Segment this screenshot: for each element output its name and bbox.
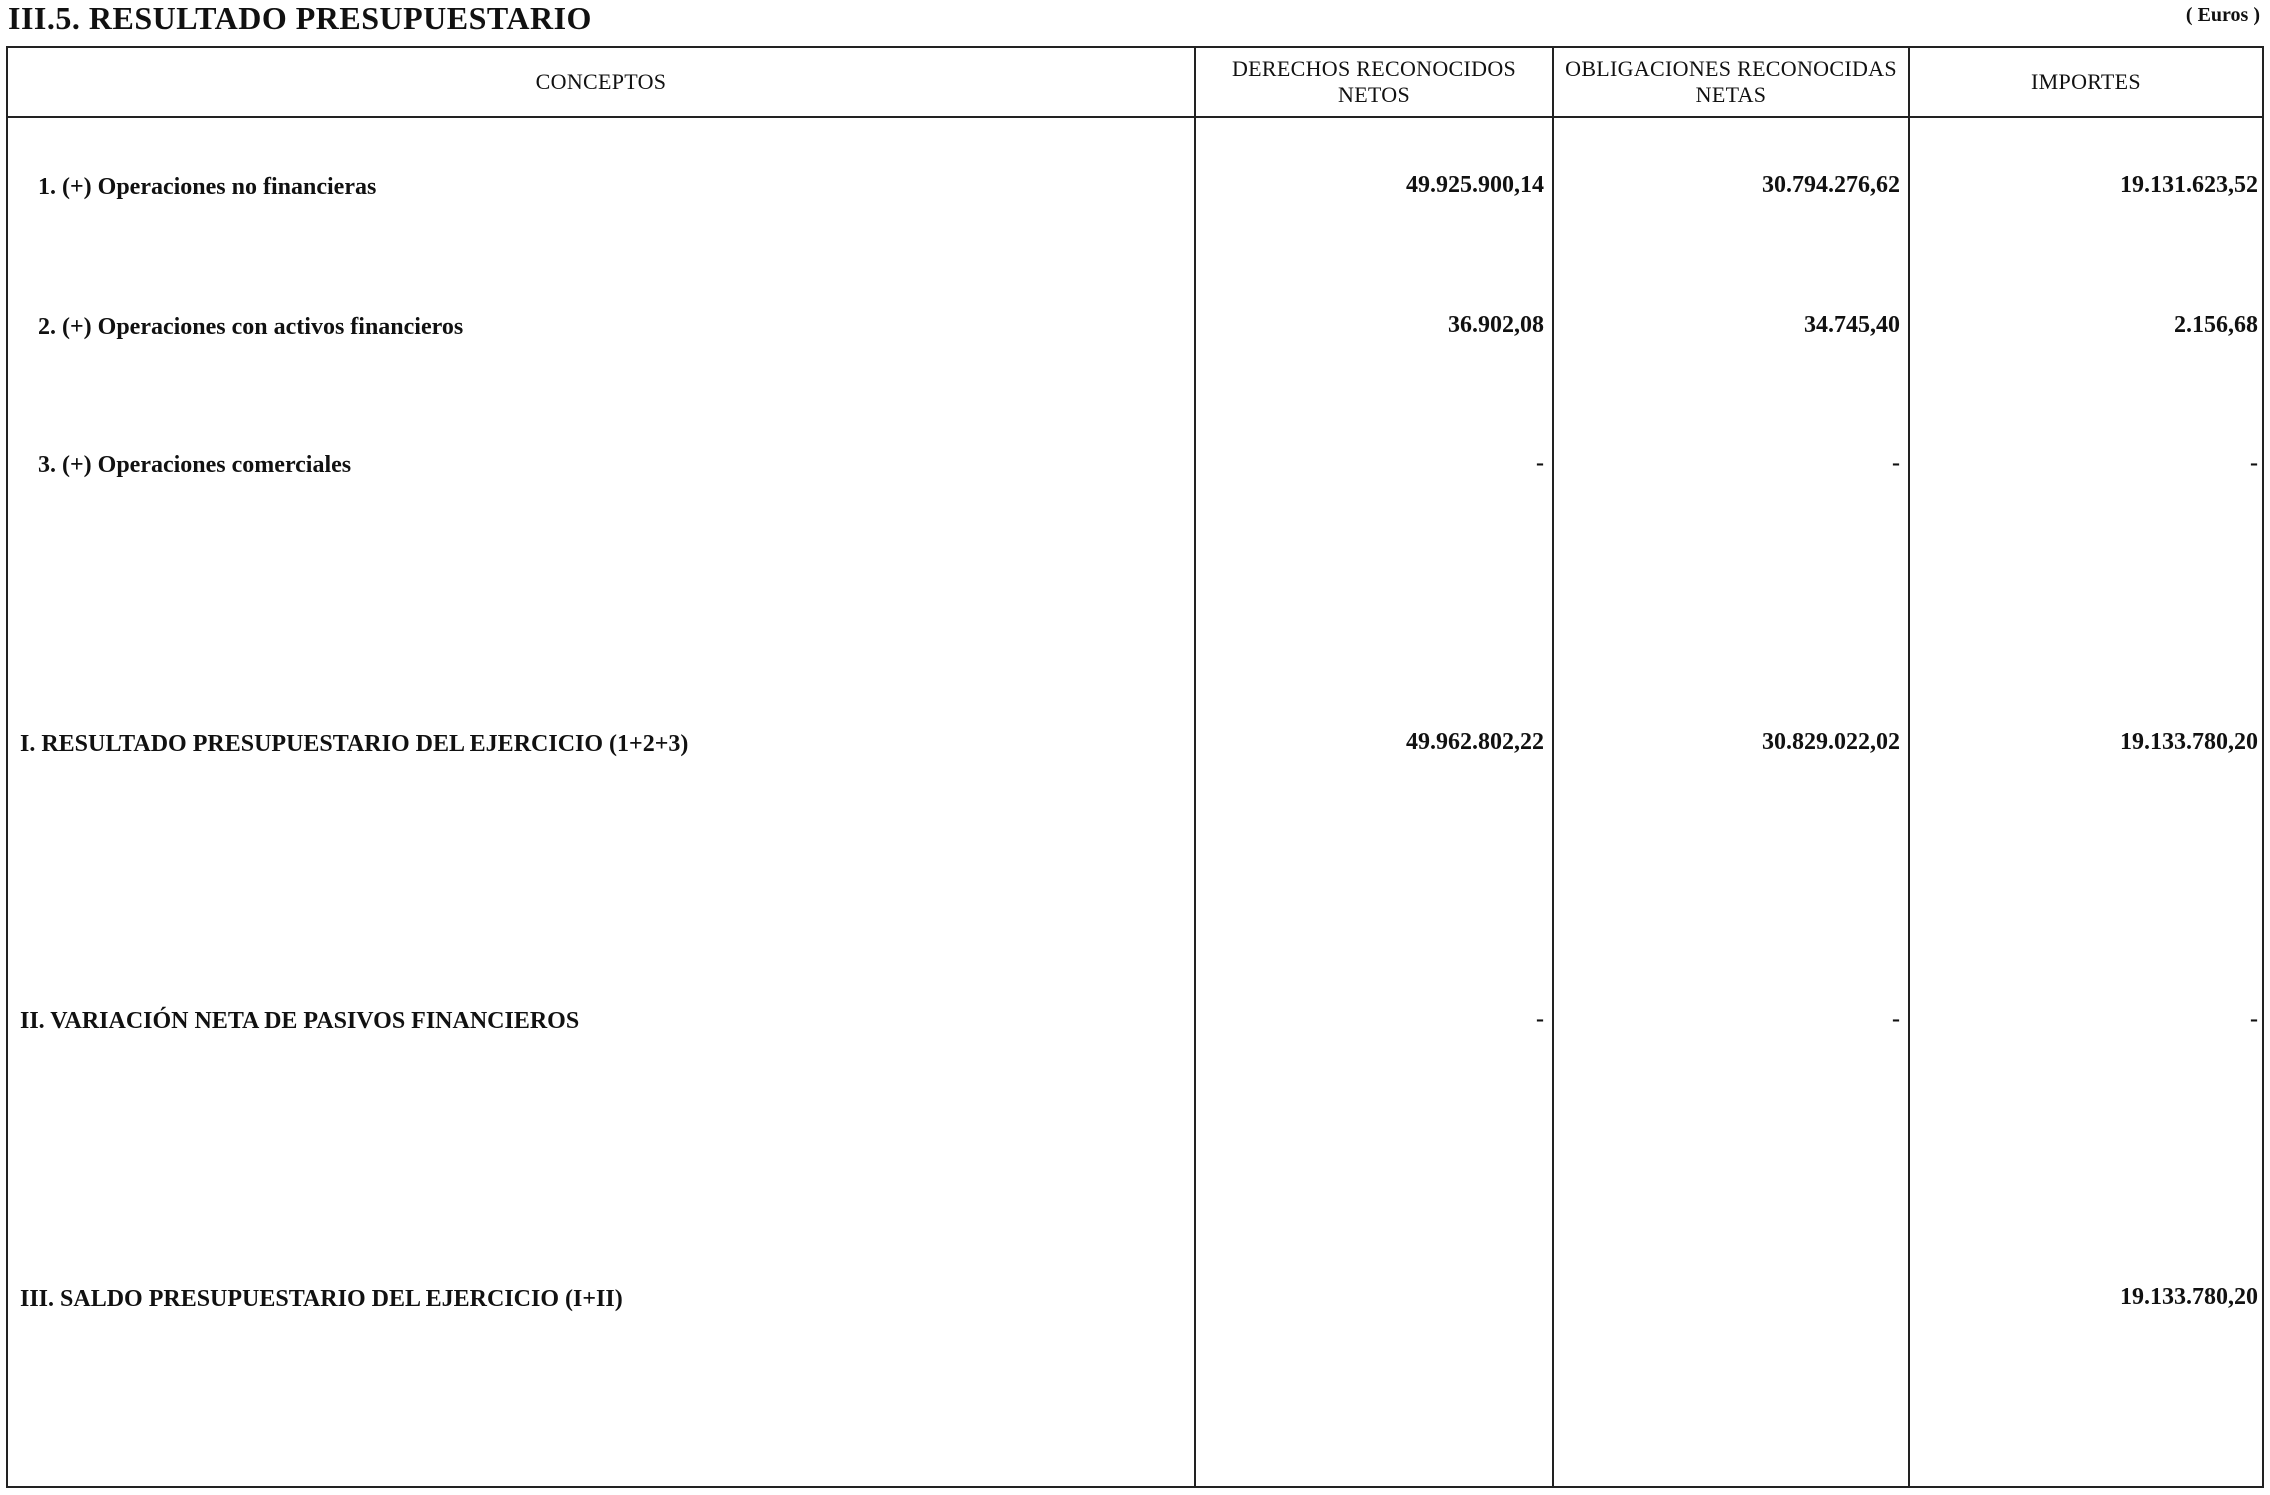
row-value-derechos: 36.902,08: [1448, 312, 1544, 338]
row-value-importes: 19.133.780,20: [2120, 1284, 2258, 1310]
row-label-variacion-pasivos: II. VARIACIÓN NETA DE PASIVOS FINANCIEROS: [20, 1008, 580, 1034]
header-importes: IMPORTES: [2031, 69, 2141, 94]
row-value-obligaciones: -: [1892, 1006, 1900, 1032]
row-label-resultado-presupuestario: I. RESULTADO PRESUPUESTARIO DEL EJERCICIO (1+2+3): [20, 731, 689, 757]
header-separator: [6, 116, 2264, 118]
row-value-derechos: 49.962.802,22: [1406, 729, 1544, 755]
row-value-derechos: -: [1536, 450, 1544, 476]
header-obligaciones: OBLIGACIONES RECONOCIDAS NETAS: [1565, 56, 1897, 107]
row-value-importes: 19.131.623,52: [2120, 172, 2258, 198]
row-label-saldo-presupuestario: III. SALDO PRESUPUESTARIO DEL EJERCICIO (I+II): [20, 1286, 623, 1312]
row-value-derechos: -: [1536, 1006, 1544, 1032]
budget-table-frame: [6, 46, 2264, 1488]
column-divider: [1552, 46, 1554, 1488]
row-label-operaciones-activos-financieros: 2. (+) Operaciones con activos financieros: [38, 314, 464, 340]
row-value-importes: 2.156,68: [2174, 312, 2258, 338]
page-title: III.5. RESULTADO PRESUPUESTARIO: [8, 0, 592, 36]
header-conceptos: CONCEPTOS: [535, 69, 667, 94]
row-value-obligaciones: 30.829.022,02: [1762, 729, 1900, 755]
row-value-importes: -: [2250, 450, 2258, 476]
row-value-importes: 19.133.780,20: [2120, 729, 2258, 755]
row-value-importes: -: [2250, 1006, 2258, 1032]
row-label-operaciones-no-financieras: 1. (+) Operaciones no financieras: [38, 174, 377, 200]
header-derechos: DERECHOS RECONOCIDOS NETOS: [1231, 56, 1517, 107]
row-label-operaciones-comerciales: 3. (+) Operaciones comerciales: [38, 452, 352, 478]
column-divider: [1908, 46, 1910, 1488]
row-value-obligaciones: 34.745,40: [1804, 312, 1900, 338]
column-divider: [1194, 46, 1196, 1488]
row-value-obligaciones: -: [1892, 450, 1900, 476]
row-value-obligaciones: 30.794.276,62: [1762, 172, 1900, 198]
row-value-derechos: 49.925.900,14: [1406, 172, 1544, 198]
currency-unit-label: ( Euros ): [2185, 4, 2260, 26]
